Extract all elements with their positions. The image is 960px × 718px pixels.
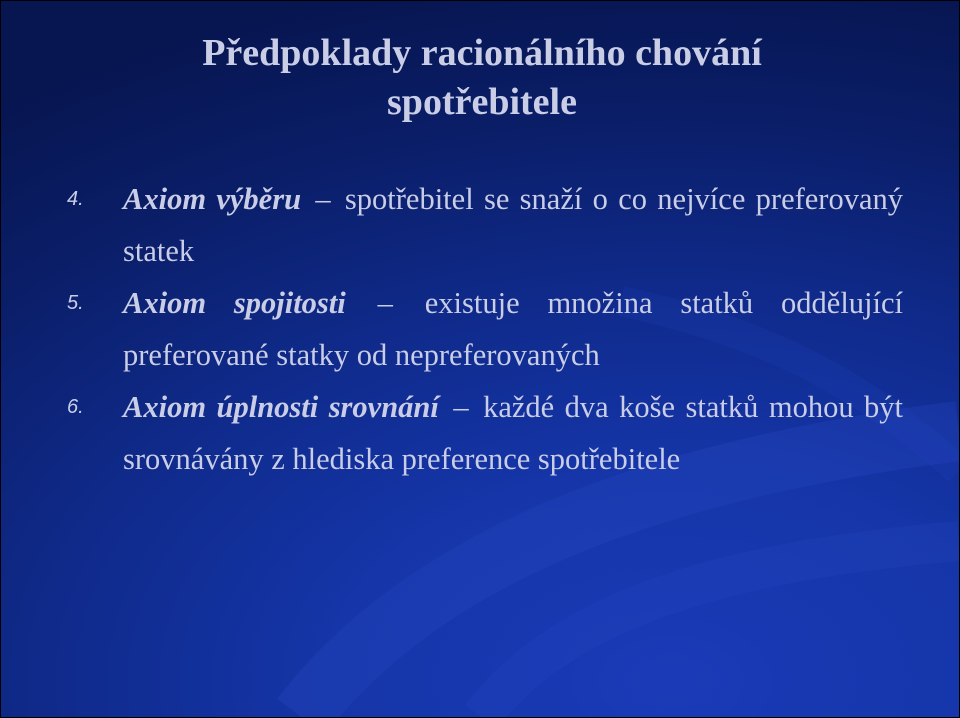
item-text: spotřebitel se snaží o co nejvíce preferovaný statek: [123, 182, 903, 268]
list-item: [67, 173, 903, 277]
item-term: Axiom spojitosti: [123, 286, 346, 320]
item-term: Axiom výběru: [123, 182, 302, 216]
slide-title: [61, 29, 903, 127]
item-term: Axiom úplnosti srovnání: [123, 390, 439, 424]
item-number: 6.: [67, 396, 84, 418]
item-dash: –: [453, 390, 469, 424]
title-line-2: spotřebitele: [387, 81, 577, 123]
item-number: 5.: [67, 292, 84, 314]
axiom-list: [67, 173, 904, 485]
item-text: každé dva koše statků mohou být srovnávány z hlediska preference spotřebitele: [123, 390, 904, 476]
slide: [1, 1, 959, 717]
list-item: [67, 381, 904, 485]
title-line-1: Předpoklady racionálního chování: [202, 32, 762, 74]
item-dash: –: [377, 286, 393, 320]
item-text: existuje množina statků oddělující preferované statky od nepreferovaných: [123, 286, 904, 372]
item-dash: –: [315, 182, 331, 216]
item-number: 4.: [67, 188, 84, 210]
list-item: [67, 277, 904, 381]
